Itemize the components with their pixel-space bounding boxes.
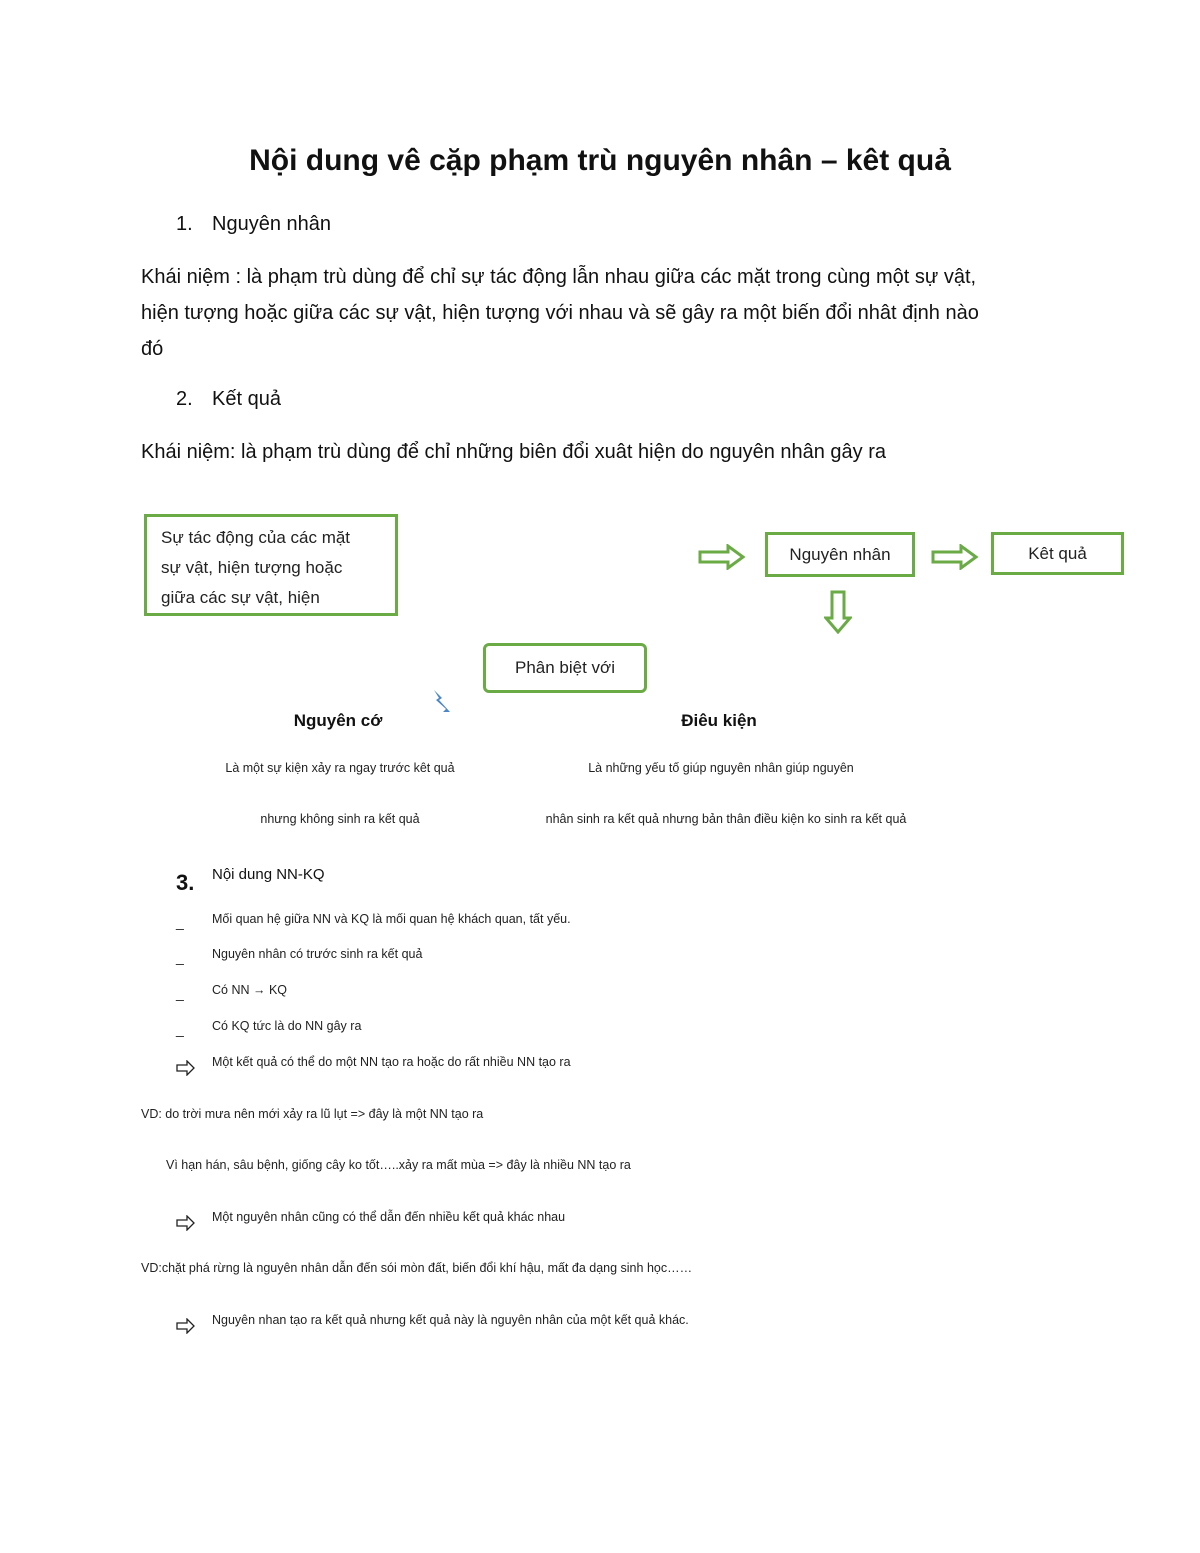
section-number-2: 2. (176, 388, 193, 410)
conclusion-3: Nguyên nhan tạo ra kết quả nhưng kết quả này là nguyên nhân của một kết quả khác. (212, 1313, 689, 1327)
concept-2: Khái niệm: là phạm trù dùng để chỉ những biên đổi xuât hiện do nguyên nhân gây ra (141, 441, 887, 463)
action-description-box (144, 514, 398, 616)
hollow-arrow-icon (176, 1060, 196, 1076)
effect-box: Kêt quả (991, 532, 1124, 575)
dash-bullet-1: _ (176, 914, 184, 930)
concept-1-line-1: Khái niệm : là phạm trù dùng để chỉ sự tác động lẫn nhau giữa các mặt trong cùng một sự vật, (141, 266, 977, 288)
concept-1-line-2: hiện tượng hoặc giữa các sự vật, hiện tượng với nhau và sẽ gây ra một biến đổi nhât định nào (141, 302, 979, 324)
right-arrow-icon (698, 544, 746, 570)
conclusion-2: Một nguyên nhân cũng có thể dẫn đến nhiều kết quả khác nhau (212, 1210, 566, 1224)
page-title: Nội dung vê cặp phạm trù nguyên nhân – kêt quả (249, 144, 951, 177)
section-heading-1 (176, 213, 331, 236)
pretext-title: Nguyên cớ (293, 711, 383, 730)
down-arrow-icon (824, 590, 852, 634)
dash-bullet-2: _ (176, 949, 184, 965)
point-2: Nguyên nhân có trước sinh ra kết quả (212, 947, 423, 961)
section-number-1: 1. (176, 213, 193, 235)
example-3: VD:chặt phá rừng là nguyên nhân dẫn đến sói mòn đất, biến đổi khí hậu, mất đa dạng sinh học…… (141, 1261, 693, 1275)
section-title-2: Kết quả (212, 388, 281, 410)
pretext-line-2: nhưng không sinh ra kết quả (260, 812, 420, 826)
condition-line-2: nhân sinh ra kết quả nhưng bản thân điều kiện ko sinh ra kết quả (545, 812, 907, 826)
example-2: Vì hạn hán, sâu bệnh, giống cây ko tốt…..xảy ra mất mùa => đây là nhiều NN tạo ra (166, 1158, 631, 1172)
dash-bullet-3: _ (176, 985, 184, 1001)
pretext-line-1: Là một sự kiện xảy ra ngay trước kêt quả (225, 761, 455, 775)
distinguish-box: Phân biệt với (483, 643, 647, 693)
action-box-line-1: Sự tác động của các mặt (161, 528, 351, 547)
point-3: Có NN → KQ (212, 983, 288, 997)
hollow-arrow-icon (176, 1215, 196, 1231)
section-title-1: Nguyên nhân (212, 213, 331, 235)
concept-1-line-3: đó (141, 338, 164, 360)
action-box-line-3: giữa các sự vật, hiện (161, 588, 320, 607)
hollow-arrow-icon (176, 1318, 196, 1334)
section-heading-2 (176, 388, 281, 411)
condition-line-1: Là những yếu tố giúp nguyên nhân giúp nguyên (588, 761, 854, 775)
condition-title: Điêu kiện (681, 711, 757, 730)
example-1: VD: do trời mưa nên mới xảy ra lũ lụt => đây là một NN tạo ra (141, 1107, 484, 1121)
section-title-3: Nội dung NN-KQ (212, 866, 325, 883)
conclusion-1: Một kết quả có thể do một NN tạo ra hoặc do rất nhiều NN tạo ra (212, 1055, 571, 1069)
section-number-3: 3. (176, 870, 195, 895)
point-1: Mối quan hệ giữa NN và KQ là mối quan hệ khách quan, tất yếu. (212, 912, 571, 926)
right-arrow-icon (931, 544, 979, 570)
cause-box: Nguyên nhân (765, 532, 915, 577)
action-box-line-2: sự vật, hiện tượng hoặc (161, 558, 343, 577)
dash-bullet-4: _ (176, 1021, 184, 1037)
point-4: Có KQ tức là do NN gây ra (212, 1019, 362, 1033)
